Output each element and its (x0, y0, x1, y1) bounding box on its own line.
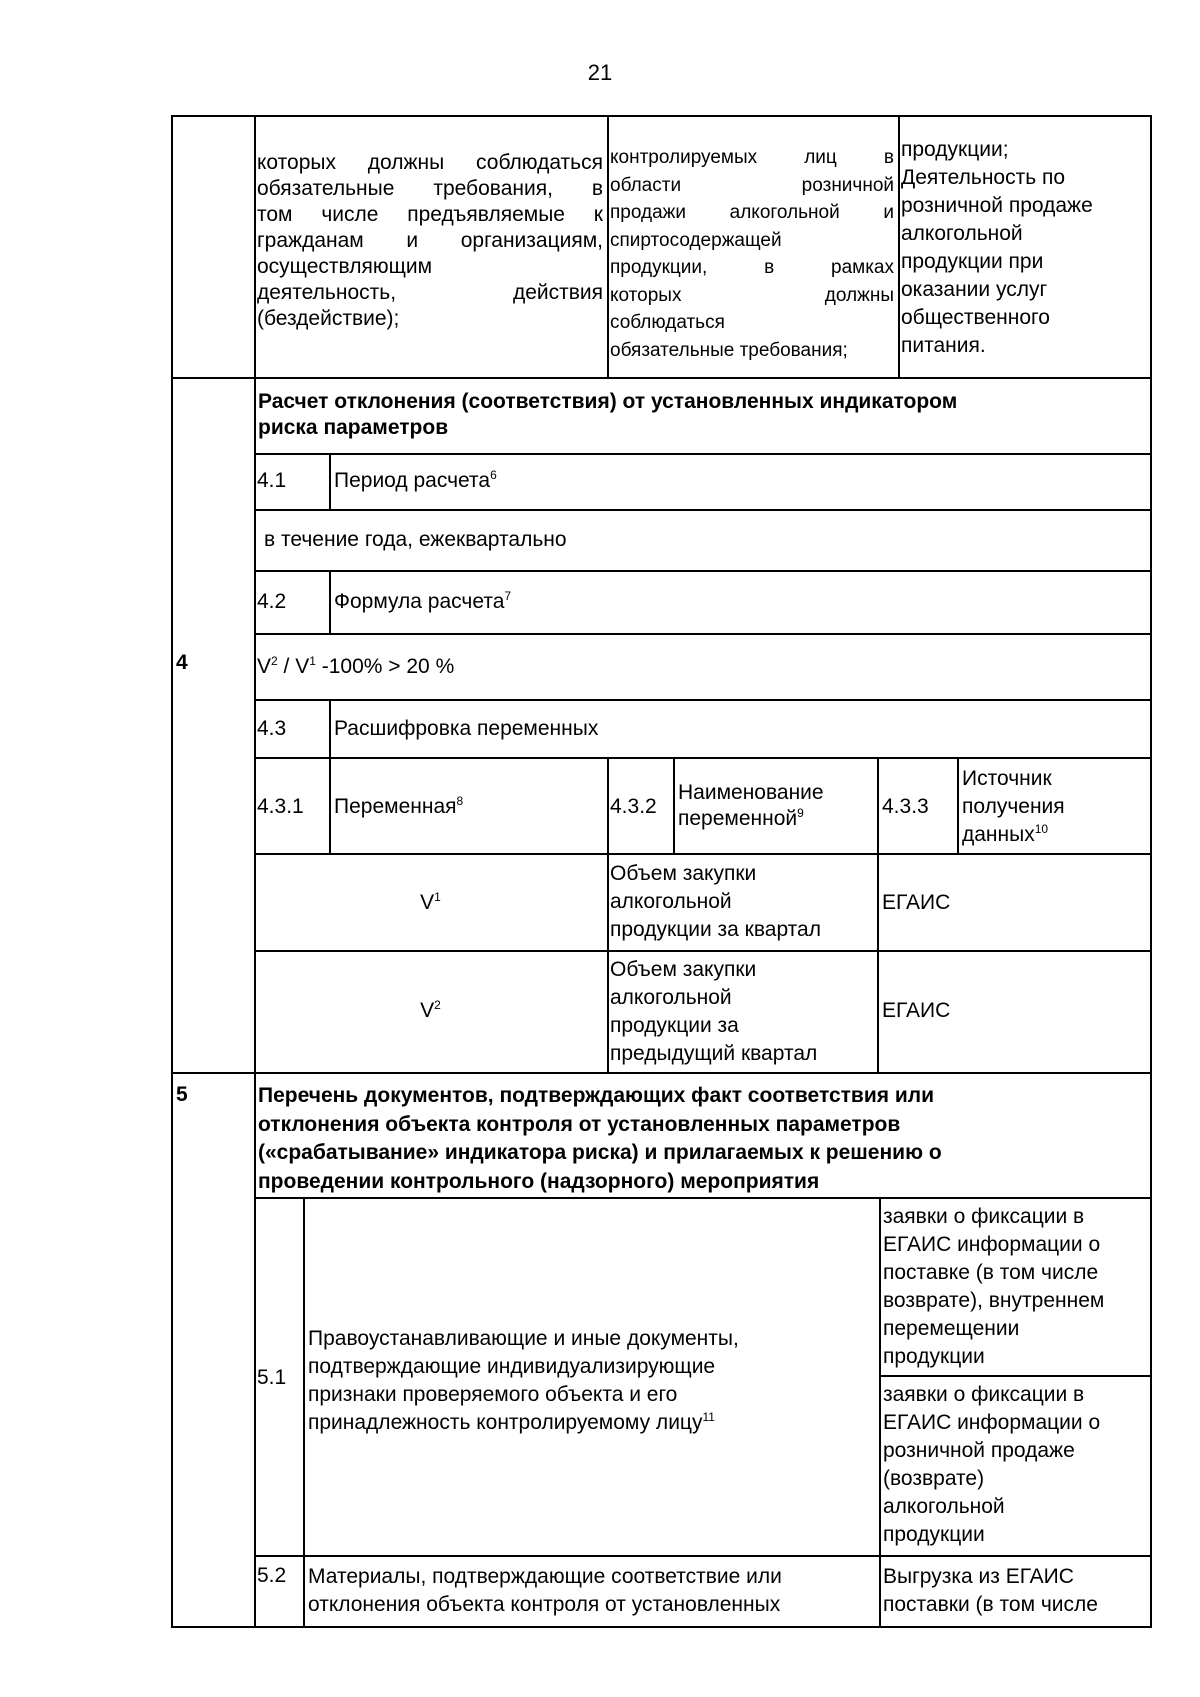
row-5-2-label: Материалы, подтверждающие соответствие или отклонения объекта контроля от установленных (308, 1565, 782, 1616)
header-4-3-3-label: Источник получения данных$^{10}$ (962, 767, 1065, 846)
top-row-col2: контролируемых лиц в области розничной продажи алкогольной и спиртосодержащей продукции, в рамках которых должны соблюдаться обязательные требования; (610, 147, 894, 361)
row-4-2-label: Формула расчета$^7$ (334, 589, 512, 613)
row-5-1-label: Правоустанавливающие и иные документы, подтверждающие индивидуализирующие признаки проверяемого объекта и его принадлежность контролируемому лицу$^{11}$ (308, 1327, 739, 1434)
variable-v2: $V^2$ (420, 998, 441, 1022)
section4-title: Расчет отклонения (соответствия) от установленных индикатором риска параметров (258, 390, 958, 439)
section5-title: Перечень документов, подтверждающих факт соответствия или отклонения объекта контроля от установленных параметров («срабатывание» индикатора риска) и прилагаемых к решению о проведении контрольного (надзорного) мероприятия (258, 1084, 942, 1193)
top-row-col3: продукции; Деятельность по розничной продаже алкогольной продукции при оказании услуг общественного питания. (901, 138, 1093, 357)
row-4-3-number: 4.3 (257, 717, 287, 740)
row-5-1-number: 5.1 (257, 1366, 287, 1389)
header-4-3-2-label: Наименование переменной$^9$ (678, 781, 824, 830)
row-4-3-label: Расшифровка переменных (334, 717, 599, 740)
row-4-1-label: Период расчета$^6$ (334, 468, 497, 492)
section5-number: 5 (176, 1083, 188, 1106)
period-value: в течение года, ежеквартально (264, 528, 567, 551)
formula: $V^2 / V^1$ -100% > 20 % (257, 654, 455, 678)
row-4-2-number: 4.2 (257, 590, 287, 613)
variable-v2-name: Объем закупки алкогольной продукции за предыдущий квартал (610, 958, 818, 1065)
section4-number: 4 (176, 651, 188, 674)
row-5-1-doc1: заявки о фиксации в ЕГАИС информации о поставке (в том числе возврате), внутреннем перемещении продукции (883, 1205, 1105, 1368)
header-4-3-2-number: 4.3.2 (610, 795, 657, 818)
variable-v1-name: Объем закупки алкогольной продукции за квартал (610, 862, 821, 941)
variable-v2-source: ЕГАИС (882, 999, 951, 1022)
header-4-3-3-number: 4.3.3 (882, 795, 929, 818)
row-5-2-doc: Выгрузка из ЕГАИС поставки (в том числе (883, 1565, 1098, 1616)
row-5-2-number: 5.2 (257, 1564, 287, 1587)
top-row-col1: которых должны соблюдаться обязательные требования, в том числе предъявляемые к гражданам и организациям, осуществляющим деятельность, действия (бездействие); (257, 151, 603, 330)
header-4-3-1-number: 4.3.1 (257, 795, 304, 818)
variable-v1-source: ЕГАИС (882, 891, 951, 914)
page-number: 21 (587, 60, 613, 85)
row-4-1-number: 4.1 (257, 469, 287, 492)
variable-v1: $V^1$ (420, 890, 441, 914)
header-4-3-1-label: Переменная$^8$ (334, 794, 464, 818)
row-5-1-doc2: заявки о фиксации в ЕГАИС информации о розничной продаже (возврате) алкогольной продукции (883, 1383, 1101, 1546)
